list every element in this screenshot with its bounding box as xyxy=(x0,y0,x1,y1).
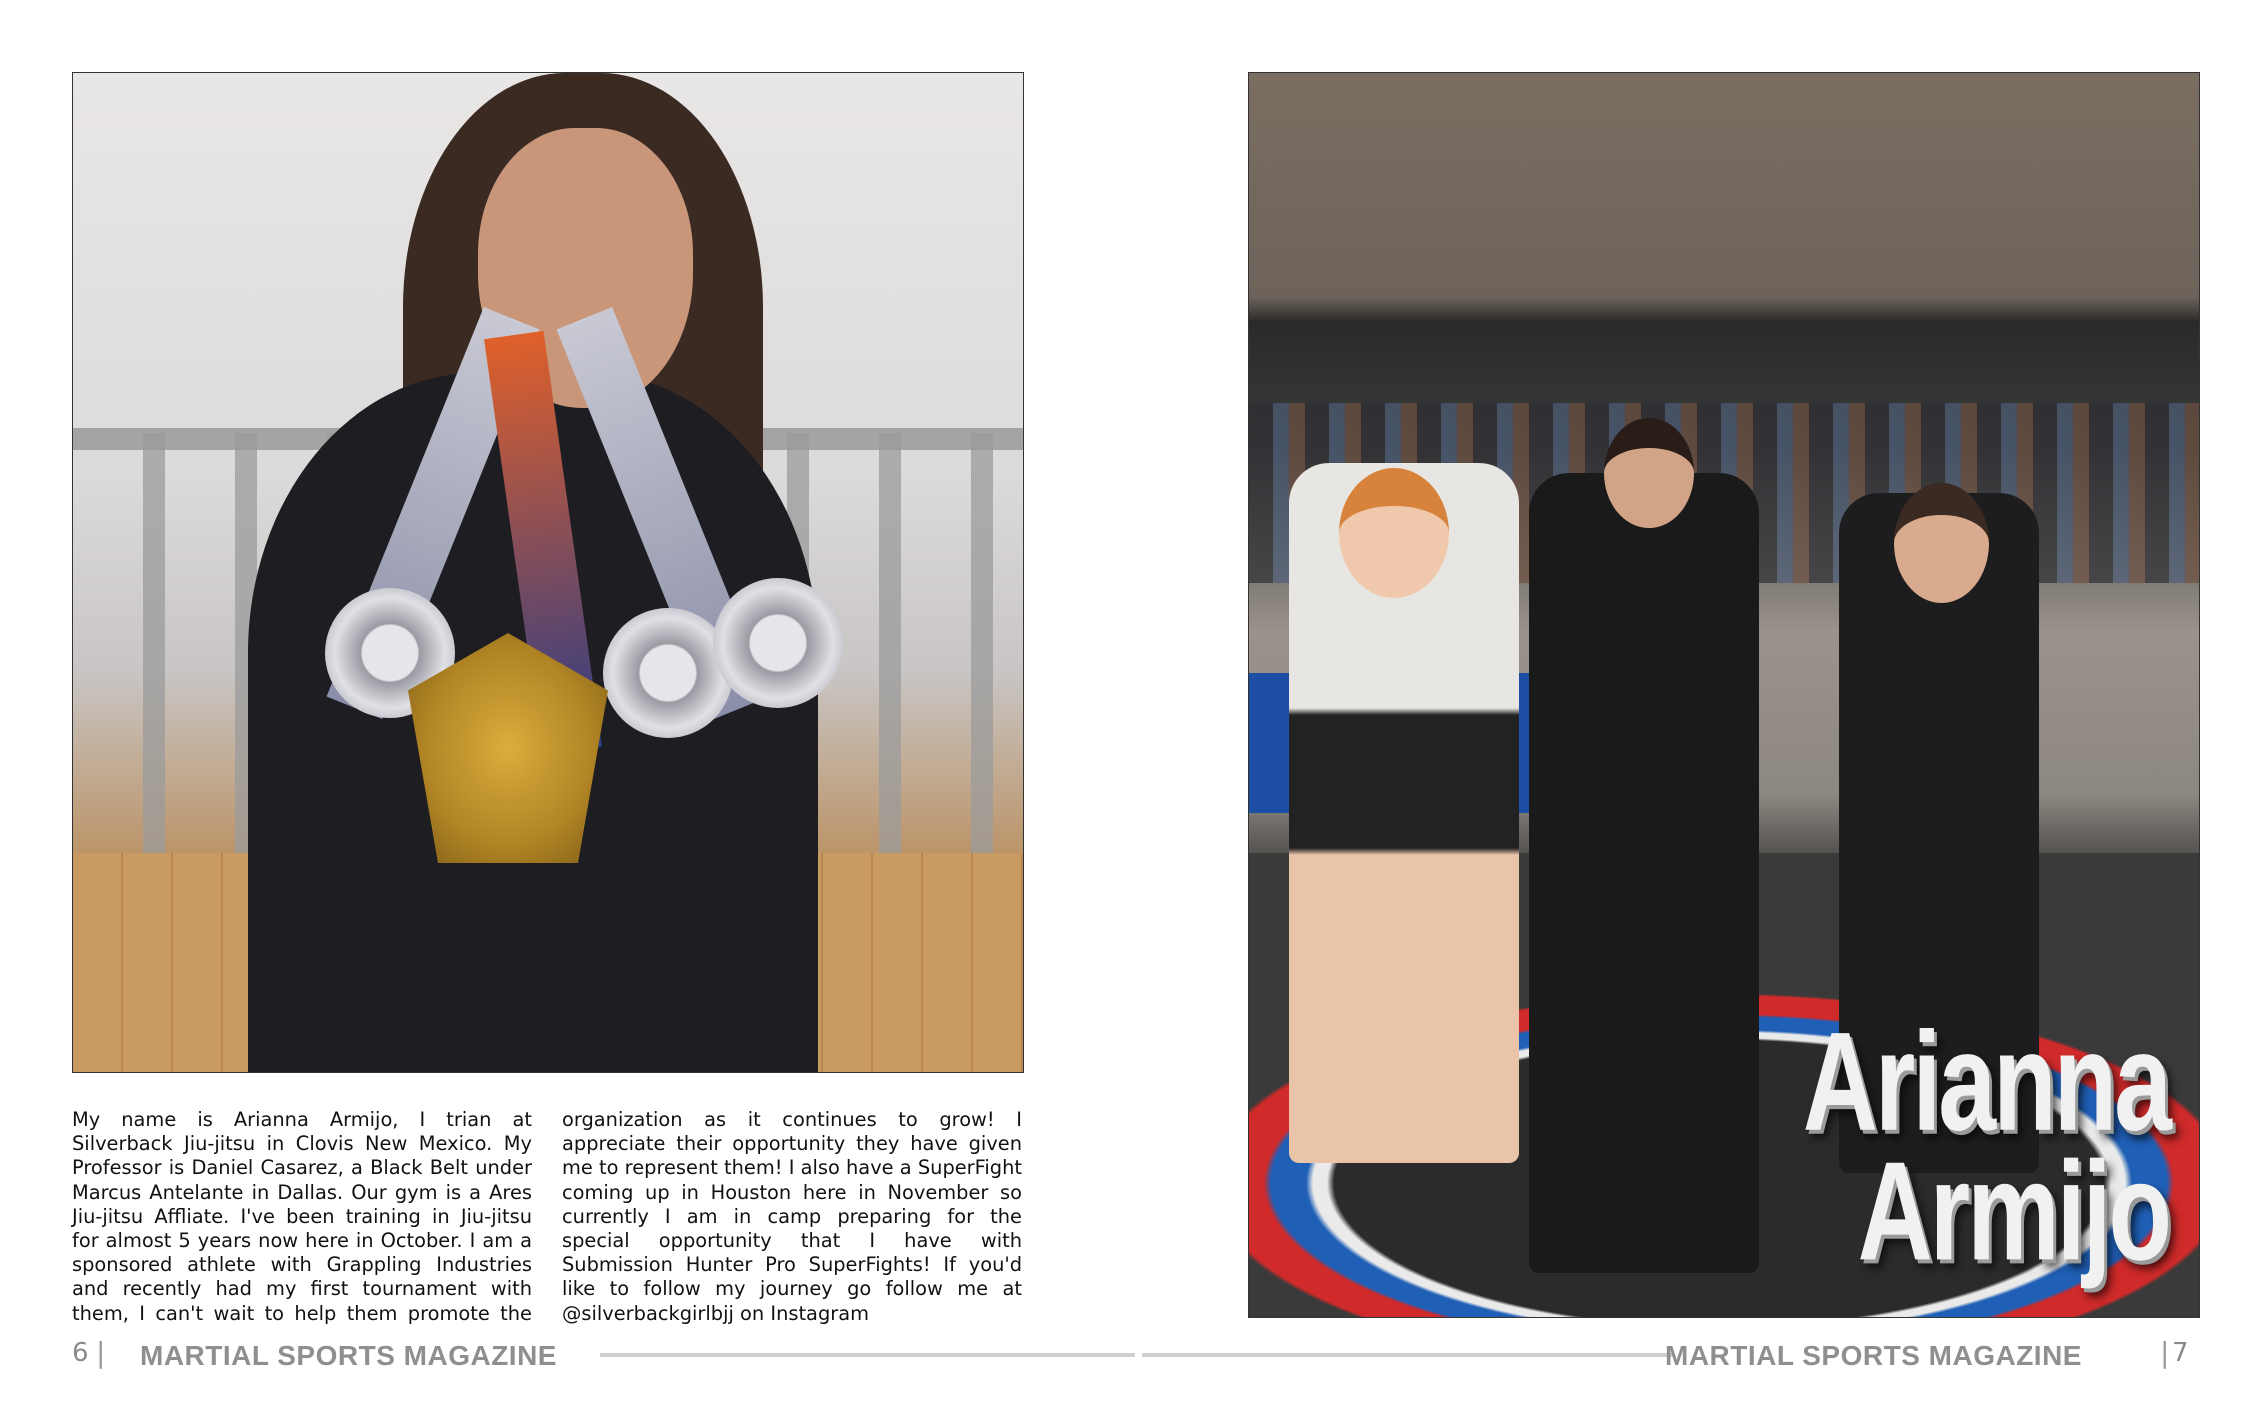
footer-separator-right: | xyxy=(2160,1336,2170,1369)
winner-head xyxy=(1894,483,1989,603)
article-body: My name is Arianna Armijo, I trian at Silverback Jiu-jitsu in Clovis New Mexico. My Professor is Daniel Casarez, a Black Belt under Marcus Antelante in Dallas. Our gym is a Ares Jiu-jitsu Affliate. I've been training in Jiu-jitsu for almost 5 years now here in October. I am a sponsored athlete with Grappling Industries and recently had my first tournament with them, I can't wait to help them promote the organization as it continues to grow! I appreciate their opportunity they have given me to represent them! I also have a SuperFight coming up in Houston here in November so currently I am in camp preparing for the special opportunity that I have with Submission Hunter Pro SuperFights! If you'd like to follow my journey go follow me at @silverbackgirlbjj on Instagram xyxy=(72,1108,1022,1325)
athlete-first-name: Arianna xyxy=(1802,1003,2169,1161)
page-number-left: 6 xyxy=(72,1338,89,1368)
athlete-last-name: Armijo xyxy=(1857,1132,2169,1290)
silver-medal xyxy=(603,608,733,738)
opponent-head xyxy=(1339,468,1449,598)
referee-head xyxy=(1604,418,1694,528)
page-number-right: 7 xyxy=(2172,1338,2189,1368)
right-page-photo xyxy=(1248,72,2200,1318)
magazine-title-left: MARTIAL SPORTS MAGAZINE xyxy=(140,1340,557,1371)
athlete-name-overlay xyxy=(1802,1003,2169,1290)
left-page-photo xyxy=(72,72,1024,1073)
magazine-title-right: MARTIAL SPORTS MAGAZINE xyxy=(1665,1340,2082,1371)
footer-rule-left xyxy=(600,1353,1135,1357)
footer-rule-right xyxy=(1142,1353,1672,1357)
referee-figure xyxy=(1529,473,1759,1273)
footer-separator-left: | xyxy=(96,1336,106,1369)
silver-medal xyxy=(713,578,843,708)
